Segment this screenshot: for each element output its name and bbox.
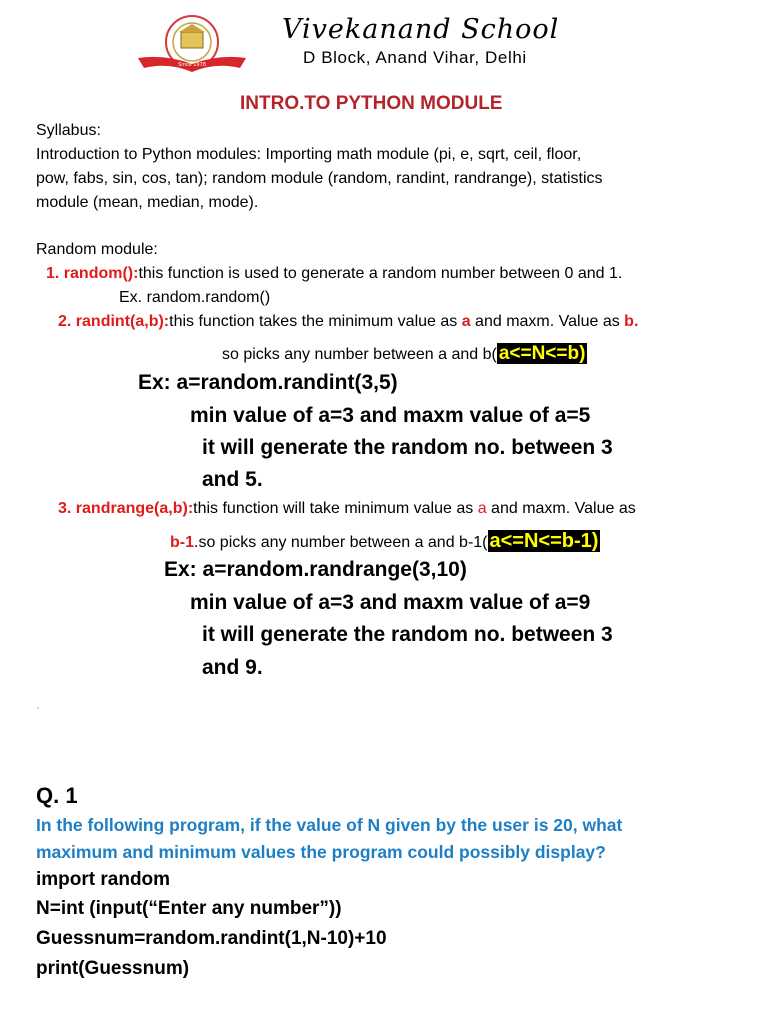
syllabus-line: pow, fabs, sin, cos, tan); random module (random, randint, randrange), statistics (36, 170, 603, 187)
school-address: D Block, Anand Vihar, Delhi (303, 48, 527, 67)
question-text-line: maximum and minimum values the program could possibly display? (36, 842, 606, 862)
function-description: and maxm. Value as (486, 500, 636, 517)
syllabus-line: Introduction to Python modules: Importing math module (pi, e, sqrt, ceil, floor, (36, 146, 582, 163)
punctuation: . (633, 313, 639, 330)
randint-example-line: Ex: a=random.randint(3,5) (138, 371, 398, 394)
randrange-example-line: min value of a=3 and maxm value of a=9 (190, 591, 591, 614)
param-a: a (461, 313, 471, 330)
code-line: N=int (input(“Enter any number”)) (36, 898, 342, 919)
school-name: Vivekanand School (282, 14, 560, 45)
randrange-example-line: and 9. (202, 656, 263, 679)
range-description: .so picks any number between a and b-1( (194, 534, 488, 551)
randint-example-line: and 5. (202, 468, 263, 491)
item-randrange-range-line (170, 530, 600, 553)
item-randint (58, 313, 638, 331)
range-highlight: a<=N<=b-1) (489, 530, 599, 552)
function-name: randint(a,b): (75, 313, 170, 330)
randint-example-line: it will generate the random no. between 3 (202, 436, 613, 459)
function-name: randrange(a,b): (75, 500, 194, 517)
school-logo (136, 14, 248, 76)
item-number: 3. (58, 500, 72, 517)
function-description: and maxm. Value as (470, 313, 625, 330)
random-module-heading: Random module: (36, 241, 158, 258)
randrange-example-line: it will generate the random no. between 3 (202, 623, 613, 646)
item-number: 2. (58, 313, 72, 330)
stray-mark: . (36, 696, 41, 713)
function-description: this function will take minimum value as (193, 500, 478, 517)
code-line: import random (36, 869, 171, 890)
question-label: Q. 1 (36, 783, 78, 808)
function-description: this function is used to generate a random number between 0 and 1. (138, 265, 623, 282)
question-text-line: In the following program, if the value of N given by the user is 20, what (36, 815, 623, 835)
svg-text:Since 1978: Since 1978 (178, 62, 206, 68)
syllabus-label: Syllabus: (36, 122, 101, 139)
item-randrange (58, 500, 636, 518)
item-random-example: Ex. random.random() (119, 289, 271, 306)
randint-example-line: min value of a=3 and maxm value of a=5 (190, 404, 591, 427)
param-a: a (477, 500, 487, 517)
item-random (46, 265, 622, 283)
item-number: 1. (46, 265, 60, 282)
item-randint-range-line (222, 343, 587, 365)
function-name: random(): (63, 265, 139, 282)
range-highlight: a<=N<=b) (498, 343, 586, 364)
param-b: b (624, 313, 634, 330)
code-line: Guessnum=random.randint(1,N-10)+10 (36, 928, 387, 949)
randrange-example-line: Ex: a=random.randrange(3,10) (164, 558, 467, 581)
page-title: INTRO.TO PYTHON MODULE (240, 93, 503, 114)
school-crest-icon (136, 14, 248, 76)
code-line: print(Guessnum) (36, 958, 190, 979)
param-b-minus-1: b-1 (170, 534, 194, 551)
syllabus-line: module (mean, median, mode). (36, 194, 259, 211)
function-description: this function takes the minimum value as (169, 313, 462, 330)
range-description: so picks any number between a and b( (222, 346, 497, 363)
